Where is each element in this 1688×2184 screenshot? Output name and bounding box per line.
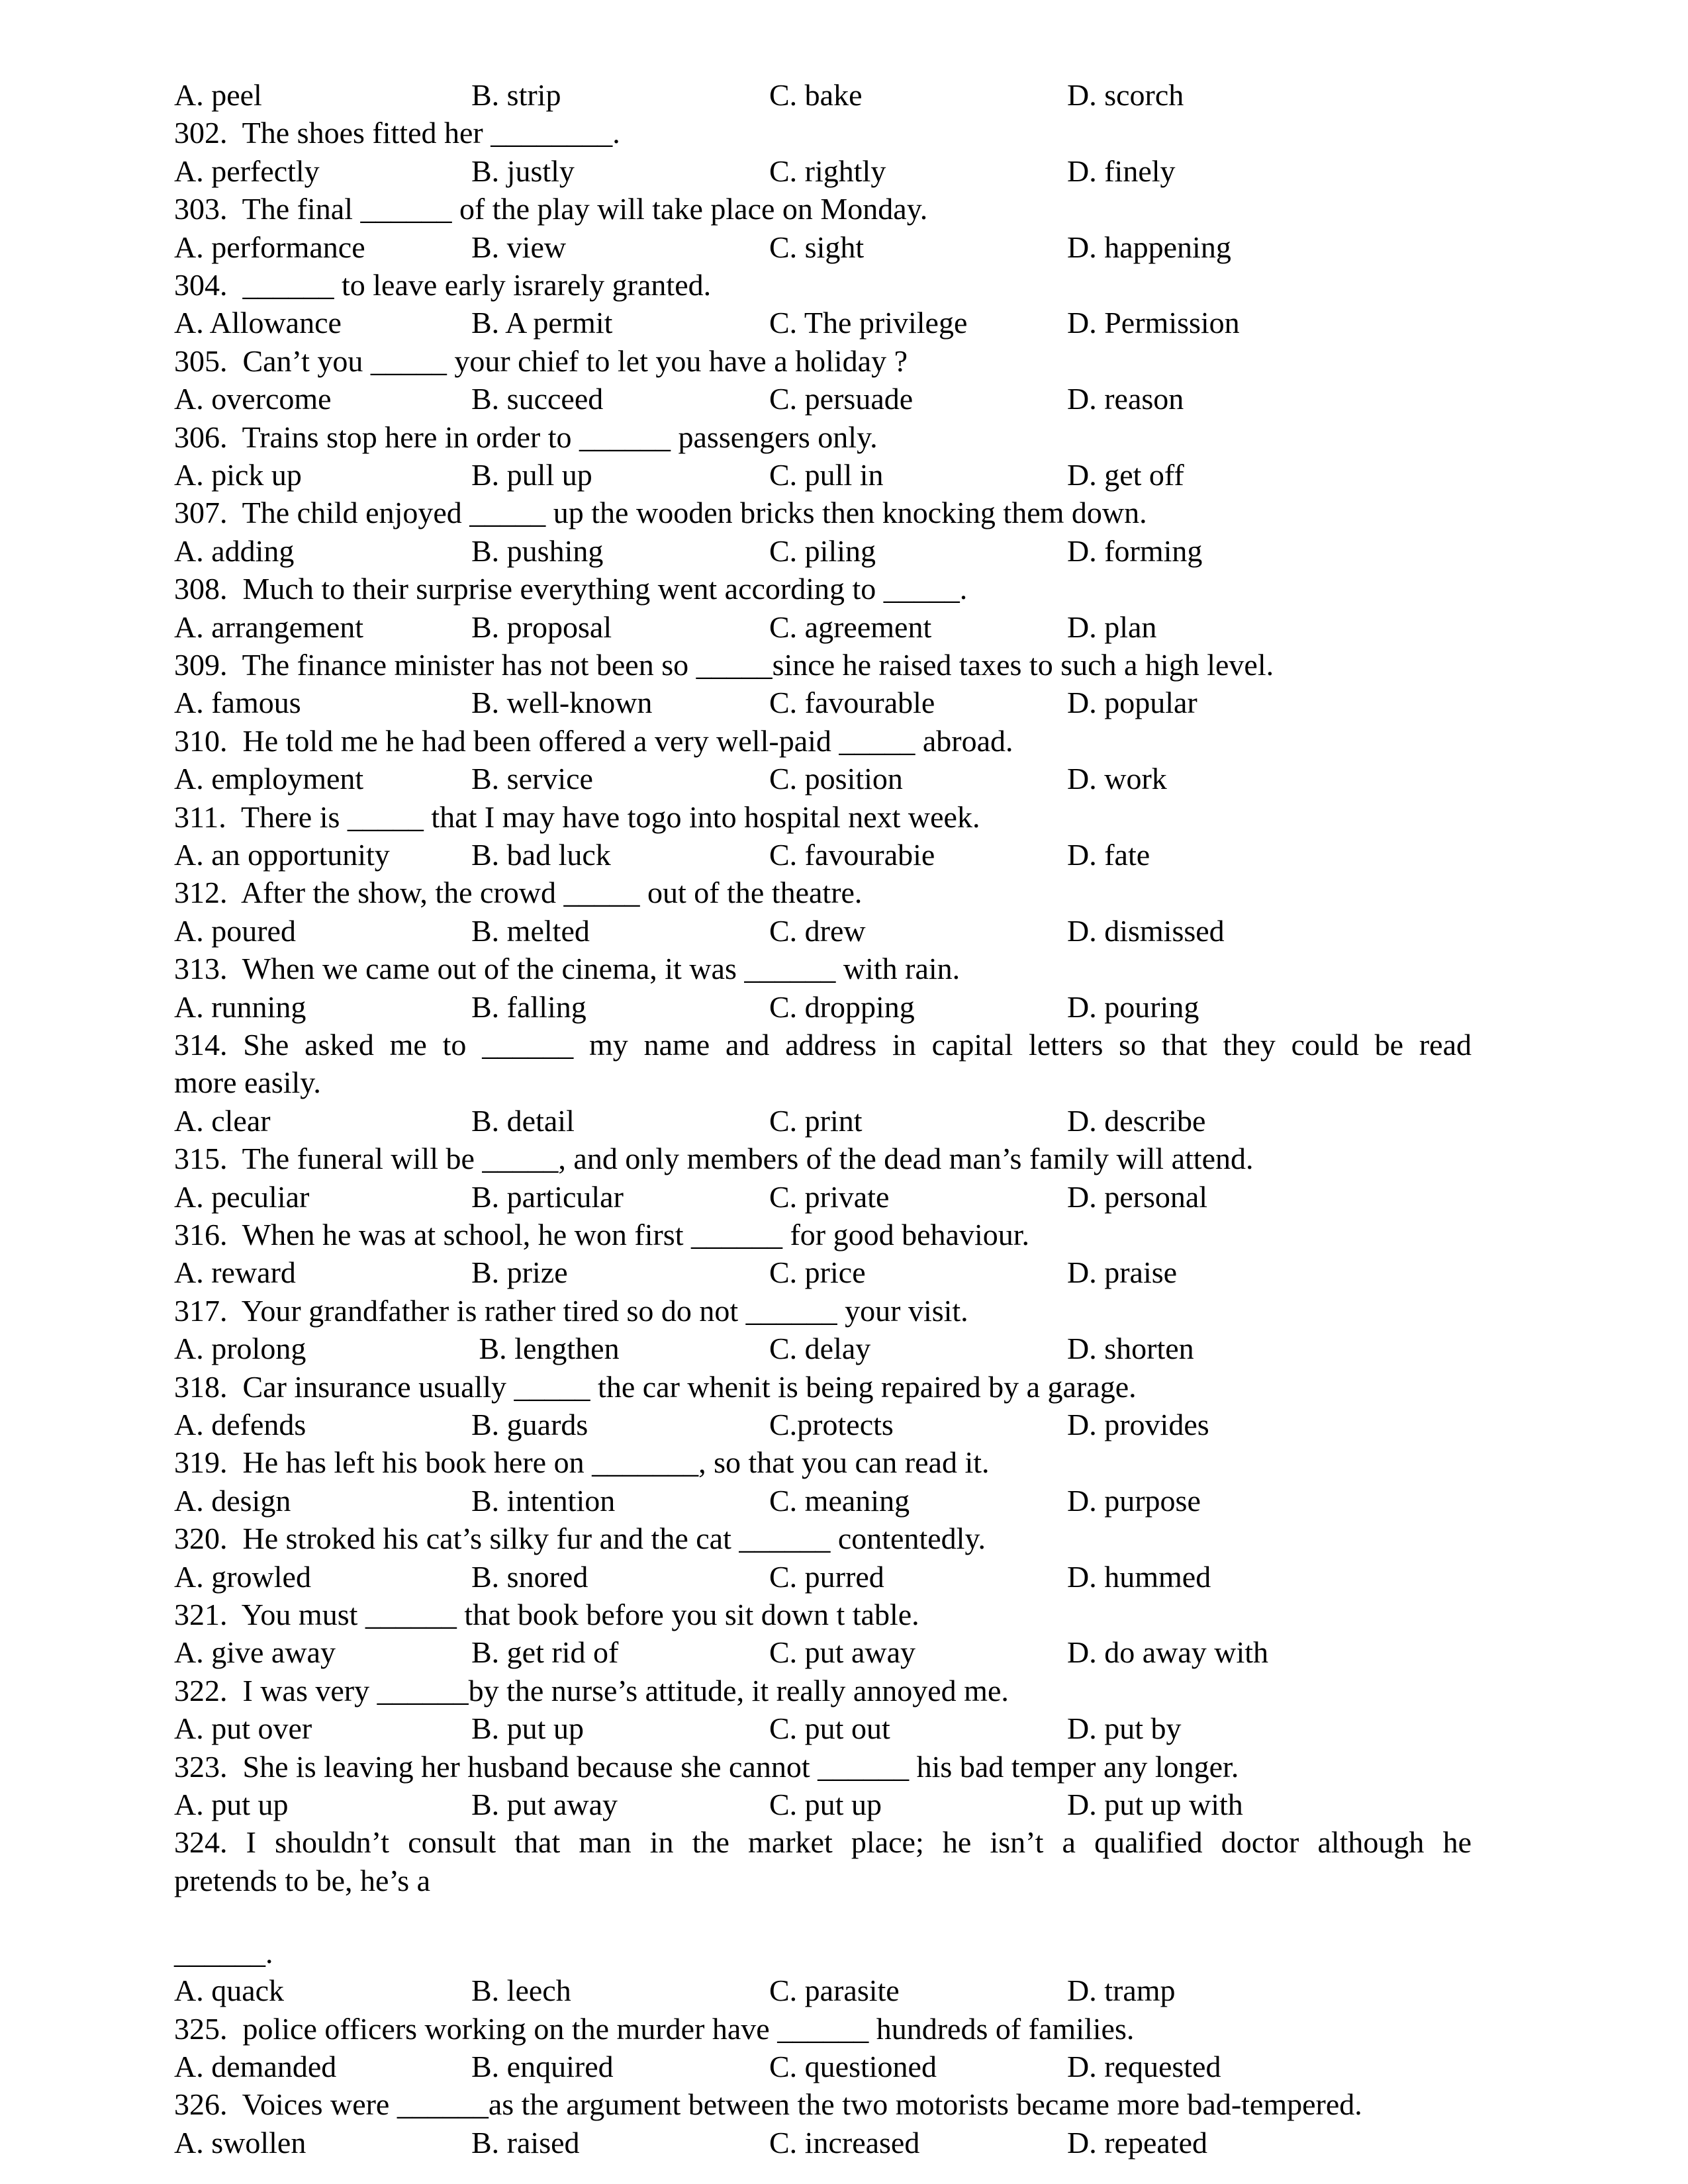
answer-option-c: C. meaning [769,1484,910,1518]
answer-option-a: A. demanded [174,2050,337,2083]
answer-option-d: D. shorten [1067,1332,1194,1365]
answer-option-b: B. prize [471,1255,568,1289]
answer-option-a: A. pick up [174,458,302,492]
answer-option-a: A. peel [174,78,262,112]
answer-option-c: C. favourabie [769,838,935,872]
answer-option-c: C. drew [769,914,866,948]
answer-options [174,2048,1472,2085]
answer-option-b: B. melted [471,914,590,948]
question-stem: 313. When we came out of the cinema, it was ______ with rain. [174,952,961,985]
answer-options [174,988,1472,1026]
question-stem-continued: ______. [174,1936,273,1970]
answer-option-c: C. parasite [769,1974,900,2007]
answer-option-b: B. succeed [471,382,604,416]
answer-option-b: B. intention [471,1484,616,1518]
answer-option-d: D. hummed [1067,1560,1211,1594]
answer-option-c: C. put away [769,1635,916,1669]
question-stem: 319. He has left his book here on _______, so that you can read it. [174,1445,990,1479]
answer-option-a: A. give away [174,1635,336,1669]
answer-option-c: C. persuade [769,382,914,416]
question-stem: 325. police officers working on the murder have ______ hundreds of families. [174,2012,1135,2046]
question-stem: 315. The funeral will be _____, and only members of the dead man’s family will attend. [174,1142,1254,1175]
answer-options [174,1406,1472,1443]
answer-option-a: A. quack [174,1974,285,2007]
answer-option-d: D. do away with [1067,1635,1269,1669]
answer-option-a: A. growled [174,1560,311,1594]
question-stem-continued [174,1899,1472,1937]
question-stem: 314. She asked me to ______ my name and address in capital letters so that they could be read [174,1028,1472,1062]
answer-option-b: B. put up [471,1711,584,1745]
question-stem: 311. There is _____ that I may have togo into hospital next week. [174,800,980,834]
answer-option-d: D. forming [1067,534,1203,568]
answer-option-b: B. enquired [471,2050,614,2083]
answer-option-c: C. The privilege [769,306,968,340]
answer-option-a: A. arrangement [174,610,364,644]
answer-option-c: C. print [769,1104,863,1138]
answer-option-a: A. running [174,990,306,1024]
answer-option-a: A. adding [174,534,295,568]
answer-option-c: C.protects [769,1408,894,1441]
answer-option-b: B. service [471,762,593,796]
answer-option-c: C. sight [769,230,865,264]
answer-options [174,1709,1472,1747]
answer-option-d: D. scorch [1067,78,1184,112]
answer-option-d: D. Permission [1067,306,1240,340]
answer-options [174,304,1472,341]
answer-option-a: A. overcome [174,382,332,416]
question-stem-continued: pretends to be, he’s a [174,1864,431,1897]
question-stem: 309. The finance minister has not been so _____since he raised taxes to such a high level. [174,648,1274,682]
answer-options [174,228,1472,266]
answer-options [174,152,1472,190]
answer-option-c: C. bake [769,78,863,112]
answer-option-b: B. A permit [471,306,613,340]
answer-options [174,532,1472,570]
answer-option-d: D. pouring [1067,990,1199,1024]
answer-option-b: B. guards [471,1408,588,1441]
answer-option-c: C. delay [769,1332,871,1365]
answer-option-d: D. personal [1067,1180,1208,1214]
question-stem: 323. She is leaving her husband because she cannot ______ his bad temper any longer. [174,1750,1239,1784]
answer-options [174,1633,1472,1671]
answer-option-a: A. defends [174,1408,306,1441]
answer-option-d: D. happening [1067,230,1231,264]
question-stem: 312. After the show, the crowd _____ out of the theatre. [174,876,863,909]
answer-option-d: D. repeated [1067,2126,1207,2160]
answer-option-d: D. reason [1067,382,1184,416]
answer-options [174,760,1472,797]
answer-option-a: A. swollen [174,2126,306,2160]
answer-option-b: B. pull up [471,458,592,492]
answer-option-c: C. purred [769,1560,884,1594]
answer-option-d: D. popular [1067,686,1197,719]
answer-options [174,1558,1472,1596]
answer-option-d: D. put by [1067,1711,1182,1745]
answer-options [174,608,1472,646]
answer-options [174,380,1472,418]
answer-option-a: A. performance [174,230,365,264]
answer-option-d: D. dismissed [1067,914,1225,948]
answer-option-b: B. raised [471,2126,580,2160]
question-stem: 303. The final ______ of the play will take place on Monday. [174,192,928,226]
answer-option-d: D. praise [1067,1255,1178,1289]
answer-options [174,912,1472,950]
answer-option-c: C. rightly [769,154,886,188]
question-stem: 305. Can’t you _____ your chief to let you have a holiday ? [174,344,908,378]
answer-option-a: A. peculiar [174,1180,310,1214]
answer-option-b: B. view [471,230,567,264]
answer-option-c: C. dropping [769,990,915,1024]
answer-option-c: C. favourable [769,686,935,719]
answer-option-a: A. design [174,1484,291,1518]
answer-option-b: B. strip [471,78,561,112]
answer-option-b: B. falling [471,990,586,1024]
answer-option-c: C. position [769,762,903,796]
question-stem: 316. When he was at school, he won first ______ for good behaviour. [174,1218,1030,1251]
answer-option-a: A. an opportunity [174,838,390,872]
answer-options [174,836,1472,874]
question-stem: 304. ______ to leave early israrely granted. [174,268,712,302]
question-stem: 320. He stroked his cat’s silky fur and the cat ______ contentedly. [174,1522,986,1555]
question-stem: 324. I shouldn’t consult that man in the market place; he isn’t a qualified doctor although he [174,1825,1472,1859]
answer-option-b: B. proposal [471,610,612,644]
answer-options [174,76,1472,114]
question-stem: 321. You must ______ that book before you sit down t table. [174,1598,919,1631]
answer-options [174,2124,1472,2161]
answer-option-b: B. particular [471,1180,624,1214]
answer-options [174,684,1472,721]
answer-option-d: D. plan [1067,610,1157,644]
answer-options [174,1102,1472,1140]
answer-option-c: C. put out [769,1711,890,1745]
answer-option-b: B. get rid of [471,1635,619,1669]
answer-option-b: B. detail [471,1104,575,1138]
answer-option-d: D. tramp [1067,1974,1176,2007]
answer-option-c: C. put up [769,1788,882,1821]
answer-option-c: C. agreement [769,610,932,644]
answer-options [174,1253,1472,1291]
question-stem: 302. The shoes fitted her ________. [174,116,620,150]
question-stem: 307. The child enjoyed _____ up the wooden bricks then knocking them down. [174,496,1147,529]
question-stem: 310. He told me he had been offered a very well-paid _____ abroad. [174,724,1013,758]
answer-option-b: B. lengthen [471,1332,620,1365]
answer-option-b: B. pushing [471,534,604,568]
question-stem: 317. Your grandfather is rather tired so do not ______ your visit. [174,1294,968,1328]
answer-option-d: D. finely [1067,154,1176,188]
question-stem: 306. Trains stop here in order to ______ passengers only. [174,420,878,454]
answer-option-d: D. requested [1067,2050,1221,2083]
answer-option-b: B. well-known [471,686,653,719]
answer-option-a: A. prolong [174,1332,306,1365]
answer-option-a: A. reward [174,1255,296,1289]
answer-option-d: D. get off [1067,458,1184,492]
answer-option-a: A. put up [174,1788,289,1821]
answer-options [174,456,1472,494]
answer-option-a: A. Allowance [174,306,342,340]
answer-option-d: D. put up with [1067,1788,1243,1821]
answer-option-a: A. employment [174,762,364,796]
answer-option-b: B. snored [471,1560,588,1594]
answer-option-b: B. leech [471,1974,571,2007]
answer-option-d: D. purpose [1067,1484,1201,1518]
answer-option-b: B. put away [471,1788,618,1821]
answer-option-a: A. clear [174,1104,271,1138]
answer-option-a: A. put over [174,1711,312,1745]
answer-options [174,1482,1472,1520]
question-stem-continued: more easily. [174,1066,321,1099]
answer-option-a: A. famous [174,686,301,719]
question-stem: 326. Voices were ______as the argument between the two motorists became more bad-tempered. [174,2087,1362,2121]
answer-option-c: C. price [769,1255,866,1289]
question-stem: 308. Much to their surprise everything went according to _____. [174,572,968,606]
answer-option-c: C. pull in [769,458,884,492]
answer-option-b: B. justly [471,154,575,188]
answer-option-b: B. bad luck [471,838,611,872]
answer-option-c: C. private [769,1180,890,1214]
question-stem: 318. Car insurance usually _____ the car whenit is being repaired by a garage. [174,1370,1137,1404]
answer-option-c: C. increased [769,2126,920,2160]
answer-option-d: D. work [1067,762,1167,796]
answer-options [174,1786,1472,1823]
answer-options [174,1972,1472,2009]
question-stem: 322. I was very ______by the nurse’s attitude, it really annoyed me. [174,1674,1009,1707]
answer-options [174,1178,1472,1216]
answer-option-a: A. poured [174,914,296,948]
answer-option-d: D. provides [1067,1408,1209,1441]
answer-option-c: C. questioned [769,2050,937,2083]
answer-option-c: C. piling [769,534,876,568]
answer-options [174,1330,1472,1367]
answer-option-a: A. perfectly [174,154,320,188]
answer-option-d: D. fate [1067,838,1150,872]
answer-option-d: D. describe [1067,1104,1206,1138]
